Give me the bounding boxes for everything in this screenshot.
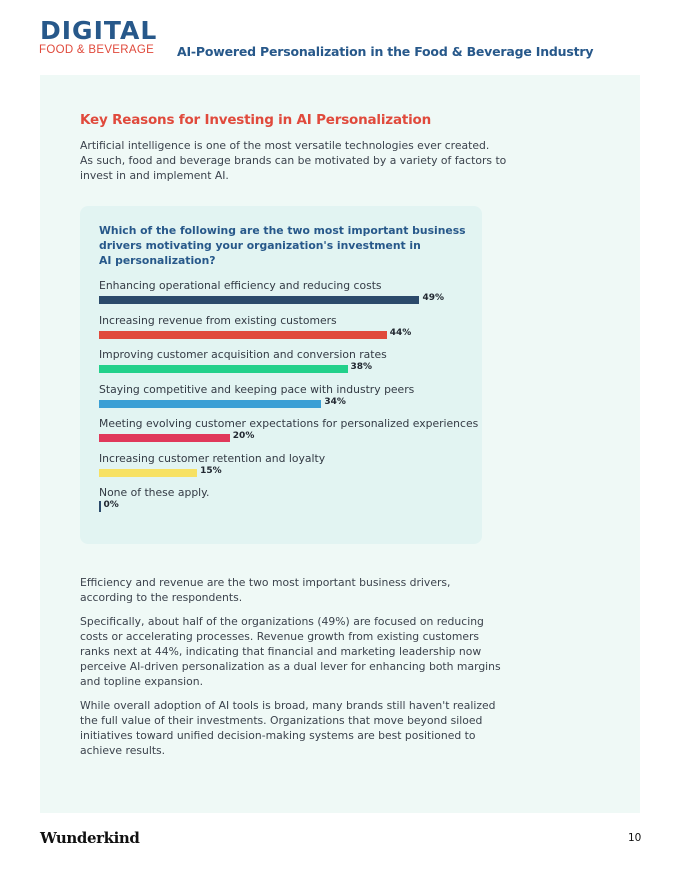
- chart-bar: [99, 365, 348, 373]
- report-title: AI-Powered Personalization in the Food & Beverage Industry: [177, 44, 594, 59]
- chart-question-line: drivers motivating your organization's investment in: [99, 239, 421, 252]
- chart-category-label: Increasing customer retention and loyalty: [99, 451, 326, 465]
- chart-category-label: Improving customer acquisition and conversion rates: [99, 348, 387, 361]
- chart-category-label: Staying competitive and keeping pace with industry peers: [99, 382, 415, 396]
- chart-row: [99, 279, 479, 309]
- intro-paragraph: [80, 138, 507, 183]
- chart-row: [99, 417, 479, 447]
- survey-bar-chart: [80, 206, 482, 544]
- chart-row: [99, 314, 479, 344]
- page-header: [0, 0, 680, 70]
- body-line: costs or accelerating processes. Revenue growth from existing customers: [80, 630, 480, 643]
- body-line: initiatives toward unified decision-making systems are best positioned to: [80, 729, 476, 742]
- body-line: ranks next at 44%, indicating that financial and marketing leadership now: [80, 645, 482, 658]
- body-line: perceive AI-driven personalization as a dual lever for enhancing both margins: [80, 660, 501, 673]
- chart-value-label: 34%: [324, 396, 346, 407]
- chart-bar: [99, 469, 197, 477]
- chart-value-label: 38%: [350, 362, 373, 372]
- chart-category-label: None of these apply.: [99, 486, 210, 499]
- chart-row: [99, 452, 479, 482]
- chart-question: [99, 223, 466, 268]
- wunderkind-logo: Wunderkind: [40, 829, 140, 847]
- chart-row: [99, 383, 479, 413]
- intro-line: invest in and implement AI.: [80, 169, 229, 182]
- chart-value-label: 0%: [103, 500, 119, 510]
- body-paragraph: [80, 614, 500, 689]
- logo-main-text: DIGITAL: [40, 16, 158, 45]
- intro-line: As such, food and beverage brands can be motivated by a variety of factors to: [80, 154, 507, 167]
- chart-category-label: Meeting evolving customer expectations for personalized experiences: [99, 417, 479, 430]
- intro-line: Artificial intelligence is one of the most versatile technologies ever created.: [80, 139, 490, 152]
- chart-value-label: 15%: [200, 465, 222, 476]
- chart-bar: [99, 400, 321, 408]
- chart-category-label: Enhancing operational efficiency and reducing costs: [99, 279, 382, 292]
- page-number: 10: [628, 832, 642, 844]
- chart-value-label: 49%: [422, 293, 444, 303]
- chart-row: [99, 486, 479, 516]
- chart-bar: [99, 296, 419, 304]
- chart-row: [99, 348, 479, 378]
- chart-bar: [99, 434, 230, 442]
- digital-food-beverage-logo: [40, 18, 160, 57]
- logo-sub-text: FOOD & BEVERAGE: [39, 44, 155, 56]
- body-line: Specifically, about half of the organizations (49%) are focused on reducing: [80, 615, 484, 628]
- body-paragraph: [80, 575, 500, 605]
- chart-bar: [99, 501, 101, 512]
- body-line: While overall adoption of AI tools is broad, many brands still haven't realized: [80, 699, 496, 712]
- body-line: achieve results.: [80, 744, 166, 757]
- body-line: the full value of their investments. Organizations that move beyond siloed: [80, 714, 483, 727]
- body-line: Efficiency and revenue are the two most important business drivers,: [80, 576, 451, 589]
- body-paragraph: [80, 698, 500, 758]
- chart-category-label: Increasing revenue from existing customers: [99, 313, 337, 327]
- chart-value-label: 20%: [232, 431, 255, 441]
- section-title: Key Reasons for Investing in AI Personalization: [80, 112, 432, 128]
- body-line: and topline expansion.: [80, 675, 204, 688]
- body-line: according to the respondents.: [80, 591, 243, 604]
- chart-question-line: AI personalization?: [99, 254, 216, 267]
- chart-bar: [99, 331, 387, 339]
- chart-value-label: 44%: [389, 327, 412, 338]
- chart-question-line: Which of the following are the two most important business: [99, 224, 466, 237]
- body-text: [80, 575, 500, 767]
